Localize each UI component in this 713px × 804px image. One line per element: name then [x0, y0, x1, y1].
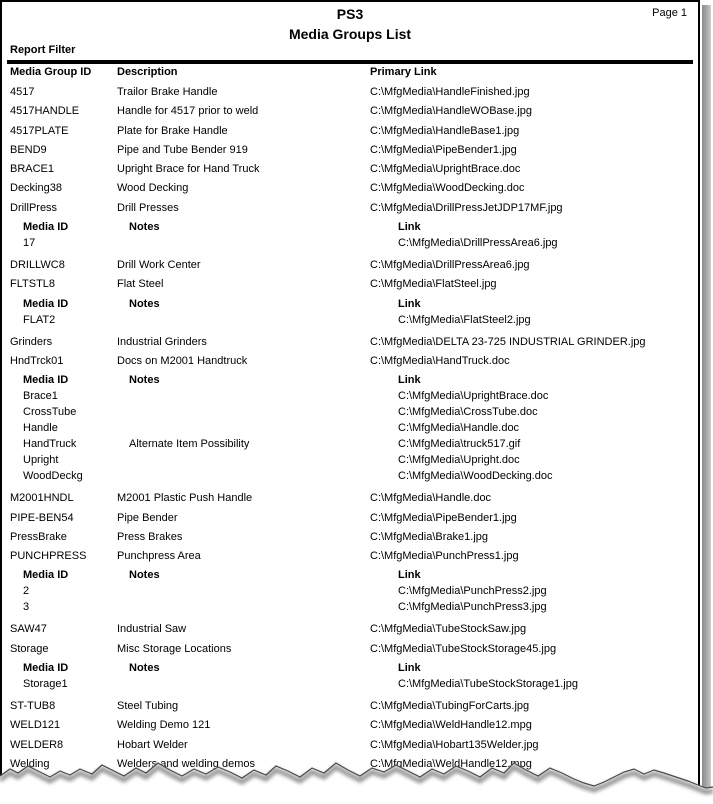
cell-primary-link: C:\MfgMedia\Hobart135Welder.jpg [370, 738, 539, 751]
cell-description: Trailor Brake Handle [117, 86, 218, 98]
sub-header-media-id: Media ID [23, 374, 69, 387]
cell-primary-link: C:\MfgMedia\WeldHandle12.mpg [370, 757, 532, 770]
table-row [10, 86, 690, 105]
sub-header-link: Link [398, 569, 421, 582]
cell-media-group-id: DrillPress [10, 201, 58, 214]
table-row [10, 492, 690, 511]
cell-notes [129, 585, 398, 601]
page-drop-shadow-right [702, 5, 711, 789]
cell-link: C:\MfgMedia\truck517.gif [398, 438, 521, 451]
cell-notes [129, 601, 398, 617]
header-rule [7, 60, 693, 64]
cell-notes [129, 422, 398, 438]
cell-description: Pipe Bender [117, 511, 178, 524]
table-row-group [10, 278, 690, 329]
table-row-group [10, 336, 690, 355]
cell-primary-link: C:\MfgMedia\Brake1.jpg [370, 530, 488, 543]
cell-description: M2001 Plastic Push Handle [117, 492, 253, 505]
cell-description: Press Brakes [117, 530, 183, 543]
sub-header-notes: Notes [129, 221, 160, 234]
cell-primary-link: C:\MfgMedia\FlatSteel.jpg [370, 278, 497, 291]
cell-link: C:\MfgMedia\Upright.doc [398, 454, 520, 467]
table-row [10, 643, 690, 662]
cell-description: Plate for Brake Handle [117, 124, 228, 137]
table-row [10, 278, 690, 297]
table-row [10, 182, 690, 201]
table-row-group [10, 623, 690, 642]
cell-notes [129, 454, 398, 470]
sub-header-notes: Notes [129, 374, 160, 387]
media-row [23, 406, 690, 422]
table-row [10, 105, 690, 124]
table-row [10, 259, 690, 278]
table-row-group [10, 202, 690, 253]
cell-primary-link: C:\MfgMedia\UprightBrace.doc [370, 163, 521, 176]
cell-media-id: Upright [23, 454, 59, 467]
cell-media-id: 17 [23, 237, 36, 250]
table-row [10, 531, 690, 550]
cell-primary-link: C:\MfgMedia\WeldHandle12.mpg [370, 719, 532, 732]
cell-notes [129, 390, 398, 406]
sub-header-link: Link [398, 374, 421, 387]
cell-link: C:\MfgMedia\Handle.doc [398, 422, 520, 435]
header-primary-link: Primary Link [370, 66, 437, 78]
cell-link: C:\MfgMedia\FlatSteel2.jpg [398, 313, 531, 326]
cell-media-group-id: ST-TUB8 [10, 700, 56, 713]
media-sub-header-row [23, 662, 690, 678]
cell-media-group-id: WELDER8 [10, 738, 64, 751]
cell-media-id: HandTruck [23, 438, 77, 451]
media-sub-block [10, 221, 690, 253]
table-row-group [10, 550, 690, 617]
table-row-group [10, 182, 690, 201]
cell-link: C:\MfgMedia\PunchPress3.jpg [398, 601, 547, 614]
media-sub-block [10, 298, 690, 330]
cell-media-id: Handle [23, 422, 58, 435]
table-row [10, 125, 690, 144]
cell-media-group-id: PIPE-BEN54 [10, 511, 74, 524]
cell-description: Misc Storage Locations [117, 642, 232, 655]
cell-media-group-id: 4517HANDLE [10, 105, 80, 118]
table-header-row [10, 66, 690, 86]
cell-description: Pipe and Tube Bender 919 [117, 143, 248, 156]
cell-media-group-id: Decking38 [10, 182, 62, 195]
media-row [23, 678, 690, 694]
cell-description: Upright Brace for Hand Truck [117, 163, 260, 176]
table-row-group [10, 492, 690, 511]
sub-header-link: Link [398, 221, 421, 234]
cell-media-group-id: Welding [10, 757, 50, 770]
media-row [23, 390, 690, 406]
cell-media-group-id: DRILLWC8 [10, 259, 65, 272]
header-description: Description [117, 66, 178, 78]
cell-description: Welding Demo 121 [117, 719, 211, 732]
table-row-group [10, 512, 690, 531]
table-row-group [10, 105, 690, 124]
media-sub-header-row [23, 569, 690, 585]
cell-media-id: Storage1 [23, 678, 68, 691]
cell-link: C:\MfgMedia\TubeStockStorage1.jpg [398, 678, 578, 691]
cell-media-group-id: SAW47 [10, 623, 47, 636]
cell-media-group-id: PUNCHPRESS [10, 550, 87, 563]
media-sub-block [10, 374, 690, 486]
table-body [10, 86, 690, 793]
cell-media-group-id: Storage [10, 642, 49, 655]
cell-media-id: 3 [23, 601, 30, 614]
sub-header-media-id: Media ID [23, 221, 69, 234]
cell-description: Welders and welding demos [117, 757, 255, 770]
cell-description: Wood Decking [117, 182, 189, 195]
table-row [10, 550, 690, 569]
cell-media-id: FLAT2 [23, 313, 56, 326]
cell-primary-link: C:\MfgMedia\TubeStockStorage45.jpg [370, 642, 557, 655]
cell-primary-link: C:\MfgMedia\HandleBase1.jpg [370, 124, 520, 137]
cell-link: C:\MfgMedia\PunchPress2.jpg [398, 585, 547, 598]
table-row-group [10, 531, 690, 550]
cell-primary-link: C:\MfgMedia\PunchPress1.jpg [370, 550, 519, 563]
cell-media-group-id: 4517PLATE [10, 124, 69, 137]
cell-primary-link: C:\MfgMedia\TubingForCarts.jpg [370, 700, 530, 713]
cell-primary-link: C:\MfgMedia\HandTruck.doc [370, 354, 510, 367]
media-row [23, 314, 690, 330]
table-row [10, 336, 690, 355]
sub-header-notes: Notes [129, 662, 160, 675]
media-sub-block [10, 662, 690, 694]
table-row-group [10, 700, 690, 719]
cell-media-group-id: BEND9 [10, 143, 47, 156]
cell-primary-link: C:\MfgMedia\DrillPressJetJDP17MF.jpg [370, 201, 563, 214]
page-number: Page 1 [652, 7, 687, 19]
table-row [10, 623, 690, 642]
cell-description: Docs on M2001 Handtruck [117, 354, 248, 367]
media-sub-header-row [23, 374, 690, 390]
cell-media-group-id: BRACE1 [10, 163, 55, 176]
table-row-group [10, 355, 690, 486]
cell-media-group-id: WELD121 [10, 719, 61, 732]
media-row [23, 454, 690, 470]
cell-link: C:\MfgMedia\CrossTube.doc [398, 406, 538, 419]
cell-media-group-id: Grinders [10, 335, 53, 348]
table-row-group [10, 86, 690, 105]
cell-description: Drill Presses [117, 201, 179, 214]
cell-media-group-id: HndTrck01 [10, 354, 64, 367]
cell-description: Drill Work Center [117, 259, 201, 272]
cell-description: Punchpress Area [117, 550, 201, 563]
cell-primary-link: C:\MfgMedia\DrillPressArea6.jpg [370, 259, 530, 272]
sub-header-link: Link [398, 662, 421, 675]
sub-header-notes: Notes [129, 569, 160, 582]
cell-media-group-id: M2001HNDL [10, 492, 74, 505]
cell-notes [129, 470, 398, 486]
cell-primary-link: C:\MfgMedia\PipeBender1.jpg [370, 143, 517, 156]
cell-media-group-id: PressBrake [10, 530, 67, 543]
header-media-group-id: Media Group ID [10, 66, 92, 78]
table-row-group [10, 643, 690, 694]
media-row [23, 470, 690, 486]
sub-header-link: Link [398, 297, 421, 310]
cell-primary-link: C:\MfgMedia\Handle.doc [370, 492, 492, 505]
cell-notes [129, 314, 398, 330]
media-sub-block [10, 569, 690, 617]
cell-description: Industrial Grinders [117, 335, 207, 348]
cell-media-group-id: FLTSTL8 [10, 278, 56, 291]
table-row-group [10, 259, 690, 278]
cell-media-group-id: 4517 [10, 86, 35, 98]
table-row-group [10, 719, 690, 738]
cell-link: C:\MfgMedia\WoodDecking.doc [398, 470, 553, 483]
cell-primary-link: C:\MfgMedia\HandleFinished.jpg [370, 86, 530, 98]
cell-notes [129, 237, 398, 253]
sub-header-notes: Notes [129, 297, 160, 310]
table-row-group [10, 163, 690, 182]
cell-link: C:\MfgMedia\UprightBrace.doc [398, 390, 549, 403]
cell-link: C:\MfgMedia\DrillPressArea6.jpg [398, 237, 558, 250]
sub-header-media-id: Media ID [23, 569, 69, 582]
cell-media-id: 2 [23, 585, 30, 598]
table-row [10, 700, 690, 719]
cell-primary-link: C:\MfgMedia\PipeBender1.jpg [370, 511, 517, 524]
cell-primary-link: C:\MfgMedia\DELTA 23-725 INDUSTRIAL GRINDER.jpg [370, 335, 646, 348]
table-row [10, 144, 690, 163]
table-row [10, 163, 690, 182]
media-row [23, 422, 690, 438]
media-row [23, 601, 690, 617]
page-title: PS3 [336, 6, 364, 22]
cell-notes: Alternate Item Possibility [129, 438, 250, 451]
table-row [10, 719, 690, 738]
cell-media-id: CrossTube [23, 406, 77, 419]
cell-notes [129, 406, 398, 422]
cell-primary-link: C:\MfgMedia\WoodDecking.doc [370, 182, 525, 195]
sub-header-media-id: Media ID [23, 297, 69, 310]
table-row [10, 355, 690, 374]
media-row [23, 237, 690, 253]
report-content [2, 2, 698, 793]
table-row-group [10, 144, 690, 163]
cell-description: Handle for 4517 prior to weld [117, 105, 259, 118]
media-row [23, 585, 690, 601]
table-row [10, 202, 690, 221]
table-row [10, 512, 690, 531]
cell-description: Hobart Welder [117, 738, 188, 751]
report-filter-label: Report Filter [10, 44, 76, 56]
cell-notes [129, 678, 398, 694]
cell-media-id: WoodDeckg [23, 470, 83, 483]
sub-header-media-id: Media ID [23, 662, 69, 675]
page-subtitle: Media Groups List [288, 26, 412, 42]
cell-description: Flat Steel [117, 278, 164, 291]
cell-primary-link: C:\MfgMedia\TubeStockSaw.jpg [370, 623, 527, 636]
cell-description: Steel Tubing [117, 700, 179, 713]
cell-description: Industrial Saw [117, 623, 187, 636]
table-row-group [10, 125, 690, 144]
cell-primary-link: C:\MfgMedia\HandleWOBase.jpg [370, 105, 533, 118]
media-row [23, 438, 690, 454]
torn-paper-edge [0, 756, 713, 804]
media-sub-header-row [23, 221, 690, 237]
cell-media-id: Brace1 [23, 390, 58, 403]
media-sub-header-row [23, 298, 690, 314]
